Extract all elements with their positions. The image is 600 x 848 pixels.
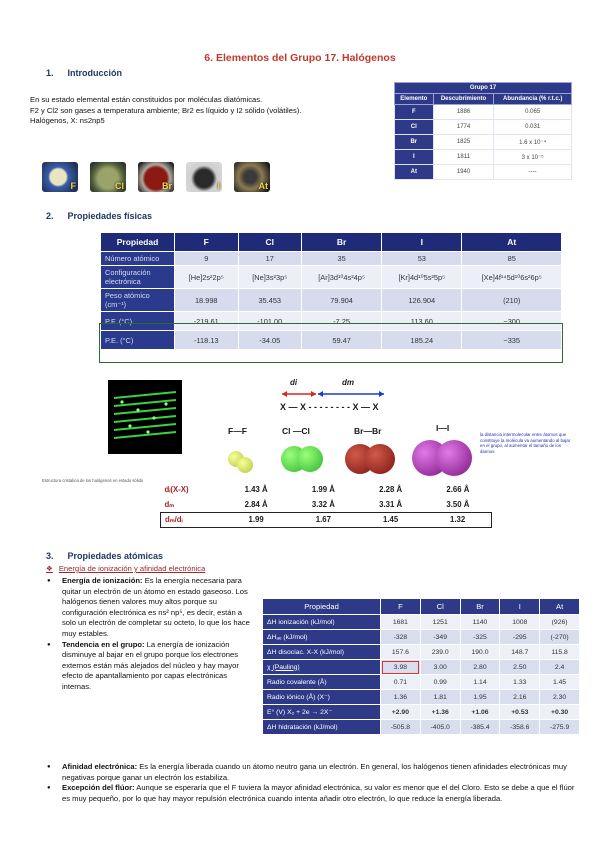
bullet-head: Afinidad electrónica: bbox=[62, 762, 138, 771]
element-photo-strip bbox=[42, 162, 270, 192]
row-label: Número atómico bbox=[101, 252, 175, 266]
atomic-properties-table bbox=[262, 598, 580, 735]
molecule-label-f: F—F bbox=[228, 426, 247, 436]
highlight-box bbox=[99, 323, 563, 363]
crystal-lattice-icon bbox=[108, 380, 182, 454]
section-heading-intro bbox=[46, 68, 122, 78]
table-row bbox=[161, 497, 492, 512]
iodine-photo bbox=[186, 162, 222, 192]
cell: 157.6 bbox=[381, 645, 421, 660]
cell: -219.61 bbox=[175, 312, 239, 331]
cell: -325 bbox=[460, 630, 500, 645]
row-label: χ (Pauling) bbox=[263, 660, 381, 675]
list-item bbox=[46, 762, 576, 783]
column-header: Br bbox=[302, 233, 382, 252]
column-header: I bbox=[500, 599, 540, 615]
cell: +1.06 bbox=[460, 705, 500, 720]
diamond-icon: ❖ bbox=[46, 564, 53, 573]
astatine-photo bbox=[234, 162, 270, 192]
cell: +2.90 bbox=[381, 705, 421, 720]
cell: 3.32 Å bbox=[311, 499, 335, 509]
cell: -34.05 bbox=[238, 331, 302, 350]
cell: [Xe]4f¹⁴5d¹⁰6s²6p⁵ bbox=[462, 266, 562, 289]
table-row bbox=[101, 252, 562, 266]
photo-label: I bbox=[217, 181, 220, 191]
cell: 1140 bbox=[460, 615, 500, 630]
column-header: At bbox=[462, 233, 562, 252]
cell: 2.4 bbox=[540, 660, 580, 675]
table-row bbox=[263, 675, 580, 690]
cell: 1.99 bbox=[248, 515, 264, 524]
cell: 35.453 bbox=[238, 289, 302, 312]
table-row bbox=[263, 660, 580, 675]
cell: (-270) bbox=[540, 630, 580, 645]
section-number: 2. bbox=[46, 211, 54, 221]
column-header: Elemento bbox=[395, 94, 434, 105]
cell: 3 x 10⁻⁵ bbox=[494, 150, 572, 165]
cell: (210) bbox=[462, 289, 562, 312]
column-header: F bbox=[381, 599, 421, 615]
cell: +1.36 bbox=[420, 705, 460, 720]
table-row bbox=[101, 289, 562, 312]
cell: 0.99 bbox=[420, 675, 460, 690]
photo-label: At bbox=[258, 181, 268, 191]
cell: 17 bbox=[238, 252, 302, 266]
di-label: di bbox=[290, 378, 298, 387]
cell: 0.065 bbox=[494, 105, 572, 120]
row-label: dₘ/dᵢ bbox=[165, 515, 183, 524]
cell: -405.0 bbox=[420, 720, 460, 735]
cell: [Ar]3d¹⁰4s²4p⁵ bbox=[302, 266, 382, 289]
intermolecular-note: la distancia intermolecular entre átomos que constituye la molécula va aumentando al bajar en el grupo, al aumentar el tamaño de los átomos bbox=[480, 432, 571, 454]
row-label: ΔH disociac. X-X (kJ/mol) bbox=[263, 645, 381, 660]
cell: -275.9 bbox=[540, 720, 580, 735]
dm-label: dm bbox=[342, 378, 354, 387]
cell: At bbox=[395, 165, 434, 180]
subsection-heading bbox=[46, 564, 205, 573]
cell: [Ne]3s²3p⁵ bbox=[238, 266, 302, 289]
section-number: 1. bbox=[46, 68, 54, 78]
cell: 3.00 bbox=[420, 660, 460, 675]
list-item bbox=[46, 640, 258, 693]
cell: 1.95 bbox=[460, 690, 500, 705]
cell: Br bbox=[395, 135, 434, 150]
molecule-label-cl: Cl —Cl bbox=[282, 426, 310, 436]
row-label: ΔHₐₑ (kJ/mol) bbox=[263, 630, 381, 645]
cell: 113.60 bbox=[382, 312, 462, 331]
column-header: Descubrimiento bbox=[433, 94, 494, 105]
crystal-structure-image bbox=[108, 380, 182, 454]
cell: 18.998 bbox=[175, 289, 239, 312]
group-17-table bbox=[394, 82, 572, 180]
bullet-text: Es la energía liberada cuando un átomo neutro gana un electrón. En general, los halógenos tienen afinidades electrónicas muy negativas porque ganar un electrón los estabiliza. bbox=[62, 762, 567, 782]
row-label: P.F. (°C) bbox=[101, 312, 175, 331]
cell: ---- bbox=[494, 165, 572, 180]
cell: +0.30 bbox=[540, 705, 580, 720]
table-row bbox=[263, 630, 580, 645]
cell: 126.904 bbox=[382, 289, 462, 312]
cell: 1774 bbox=[433, 120, 494, 135]
table-row bbox=[263, 645, 580, 660]
intro-paragraph bbox=[30, 95, 380, 127]
cell: 1940 bbox=[433, 165, 494, 180]
list-item bbox=[46, 576, 258, 640]
cell: 2.80 bbox=[460, 660, 500, 675]
f2-molecule bbox=[237, 457, 253, 473]
cell: -7.25 bbox=[302, 312, 382, 331]
cell: 1.32 bbox=[450, 515, 466, 524]
section-number: 3. bbox=[46, 551, 54, 561]
bullet-head: Excepción del flúor: bbox=[62, 783, 135, 793]
column-header: Abundancia (% r.t.c.) bbox=[494, 94, 572, 105]
column-header: Propiedad bbox=[101, 233, 175, 252]
cl2-molecule bbox=[297, 446, 323, 472]
section-label: Introducción bbox=[67, 68, 123, 78]
cell: 239.0 bbox=[420, 645, 460, 660]
br2-molecule bbox=[365, 444, 395, 474]
highlighted-cell: 3.98 bbox=[381, 660, 421, 675]
cell: 3.31 Å bbox=[379, 499, 403, 509]
column-header: Cl bbox=[238, 233, 302, 252]
cell: 1.33 bbox=[500, 675, 540, 690]
cell: 115.8 bbox=[540, 645, 580, 660]
table-row bbox=[161, 482, 492, 497]
table-row bbox=[101, 266, 562, 289]
table-row bbox=[161, 512, 492, 527]
cell: 1811 bbox=[433, 150, 494, 165]
distance-table bbox=[160, 482, 492, 528]
cell: -358.6 bbox=[500, 720, 540, 735]
bullet-head: Tendencia en el grupo: bbox=[62, 639, 145, 649]
molecule-label-br: Br—Br bbox=[354, 426, 382, 436]
table-row bbox=[263, 720, 580, 735]
cell: 1.45 bbox=[383, 515, 399, 524]
table-row bbox=[263, 690, 580, 705]
bullet-list-bottom bbox=[46, 762, 576, 804]
cell: 85 bbox=[462, 252, 562, 266]
row-label: ΔH ionización (kJ/mol) bbox=[263, 615, 381, 630]
column-header: At bbox=[540, 599, 580, 615]
crystal-caption: Estructura cristalina de los halógenos en estado sólido bbox=[42, 478, 144, 483]
row-label: dₘ bbox=[164, 499, 175, 509]
photo-label: Cl bbox=[115, 181, 124, 191]
cell: -385.4 bbox=[460, 720, 500, 735]
cell: -118.13 bbox=[175, 331, 239, 350]
cell: 35 bbox=[302, 252, 382, 266]
cell: 190.0 bbox=[460, 645, 500, 660]
table-caption: Grupo 17 bbox=[395, 83, 572, 94]
row-label: P.E. (°C) bbox=[101, 331, 175, 350]
cell: 1.36 bbox=[381, 690, 421, 705]
cell: 1.45 bbox=[540, 675, 580, 690]
cell: 53 bbox=[382, 252, 462, 266]
cell: 2.28 Å bbox=[379, 485, 403, 494]
cell: -295 bbox=[500, 630, 540, 645]
row-label: E° (V) X₂ + 2e → 2X⁻ bbox=[263, 705, 381, 720]
cell: -328 bbox=[381, 630, 421, 645]
cell: 1.67 bbox=[315, 515, 331, 524]
section-heading-atomic bbox=[46, 551, 163, 561]
cell: 59.47 bbox=[302, 331, 382, 350]
cell: 0.031 bbox=[494, 120, 572, 135]
cell: +0.53 bbox=[500, 705, 540, 720]
list-item bbox=[46, 783, 576, 804]
table-row bbox=[395, 150, 572, 165]
column-header: Br bbox=[460, 599, 500, 615]
fluorine-photo bbox=[42, 162, 78, 192]
cell: -505.8 bbox=[381, 720, 421, 735]
column-header: Propiedad bbox=[263, 599, 381, 615]
cell: 1.6 x 10⁻⁴ bbox=[494, 135, 572, 150]
cell: 1.14 bbox=[460, 675, 500, 690]
bond-chain: X — X - - - - - - - - X — X bbox=[280, 402, 379, 412]
intro-line: En su estado elemental están constituidos por moléculas diatómicas. bbox=[30, 95, 263, 104]
cell: [Kr]4d¹⁰5s²5p⁵ bbox=[382, 266, 462, 289]
cell: 148.7 bbox=[500, 645, 540, 660]
cell: 79.904 bbox=[302, 289, 382, 312]
chlorine-photo bbox=[90, 162, 126, 192]
photo-label: Br bbox=[161, 181, 172, 191]
row-label: Radio covalente (Å) bbox=[263, 675, 381, 690]
table-row bbox=[395, 120, 572, 135]
section-label: Propiedades atómicas bbox=[67, 551, 164, 561]
bullet-head: Energía de ionización: bbox=[62, 576, 143, 585]
bullet-text: Aunque se esperaría que el F tuviera la mayor afinidad electrónica, su valor es menor que el del Cloro. Esto se debe a que el flúor es muy pequeño, por lo que hay mayor repulsión electrónica cuando intenta añadir otro electrón, lo que reduce la energía liberada. bbox=[62, 783, 575, 803]
bullet-list-left bbox=[46, 576, 258, 693]
table-row bbox=[395, 135, 572, 150]
cell: 2.50 bbox=[500, 660, 540, 675]
table-row bbox=[263, 615, 580, 630]
cell: F bbox=[395, 105, 434, 120]
bullet-text: Es la energía necesaria para quitar un electrón de un átomo en estado gaseoso. Los halógenos tienen valores muy altos porque su configuración electrónica es ns² np⁵, es decir, están a solo un electrón de completar su octeto, lo que los hace muy estables. bbox=[62, 576, 250, 638]
molecule-label-i: I—I bbox=[436, 423, 450, 433]
subsection-label: Energía de ionización y afinidad electrónica bbox=[58, 564, 206, 573]
cell: 0.71 bbox=[381, 675, 421, 690]
row-label: Peso atómico (cm⁻¹) bbox=[101, 289, 175, 312]
cell: ~300 bbox=[462, 312, 562, 331]
section-label: Propiedades físicas bbox=[67, 211, 153, 221]
cell: (926) bbox=[540, 615, 580, 630]
cell: 1825 bbox=[433, 135, 494, 150]
bromine-photo bbox=[138, 162, 174, 192]
intro-line: Halógenos, X: ns2np5 bbox=[30, 116, 105, 125]
cell: 185.24 bbox=[382, 331, 462, 350]
cell: 2.66 Å bbox=[446, 485, 470, 494]
photo-label: F bbox=[70, 181, 76, 191]
column-header: Cl bbox=[420, 599, 460, 615]
cell: 1886 bbox=[433, 105, 494, 120]
cell: 3.50 Å bbox=[446, 499, 470, 509]
row-label: dᵢ(X-X) bbox=[164, 485, 189, 494]
cell: 1.81 bbox=[420, 690, 460, 705]
cell: 1.43 Å bbox=[244, 485, 268, 494]
column-header: F bbox=[175, 233, 239, 252]
cell: 9 bbox=[175, 252, 239, 266]
cell: 2.16 bbox=[500, 690, 540, 705]
cell: 1681 bbox=[381, 615, 421, 630]
cell: 2.30 bbox=[540, 690, 580, 705]
cell: 1.99 Å bbox=[311, 485, 335, 494]
section-heading-physical bbox=[46, 211, 152, 221]
table-row bbox=[395, 165, 572, 180]
row-label: Radio iónico (Å) (X⁻) bbox=[263, 690, 381, 705]
cell: ~335 bbox=[462, 331, 562, 350]
cell: [He]2s²2p⁵ bbox=[175, 266, 239, 289]
cell: 2.84 Å bbox=[244, 499, 268, 509]
page-title: 6. Elementos del Grupo 17. Halógenos bbox=[204, 52, 396, 64]
cell: 1251 bbox=[420, 615, 460, 630]
table-row bbox=[263, 705, 580, 720]
cell: -349 bbox=[420, 630, 460, 645]
row-label: Configuración electrónica bbox=[101, 266, 175, 289]
table-row bbox=[395, 105, 572, 120]
cell: I bbox=[395, 150, 434, 165]
cell: 1008 bbox=[500, 615, 540, 630]
column-header: I bbox=[382, 233, 462, 252]
row-label: ΔH hidratación (kJ/mol) bbox=[263, 720, 381, 735]
cell: -101.00 bbox=[238, 312, 302, 331]
cell: Cl bbox=[395, 120, 434, 135]
bullet-text: La energía de ionización disminuye al bajar en el grupo porque los electrones externos están más alejados del núcleo y hay mayor efecto de apantallamiento por capas electrónicas internas. bbox=[62, 639, 239, 691]
i2-molecule bbox=[436, 440, 472, 476]
intro-line: F2 y Cl2 son gases a temperatura ambiente; Br2 es líquido y I2 sólido (volátiles). bbox=[30, 105, 302, 115]
